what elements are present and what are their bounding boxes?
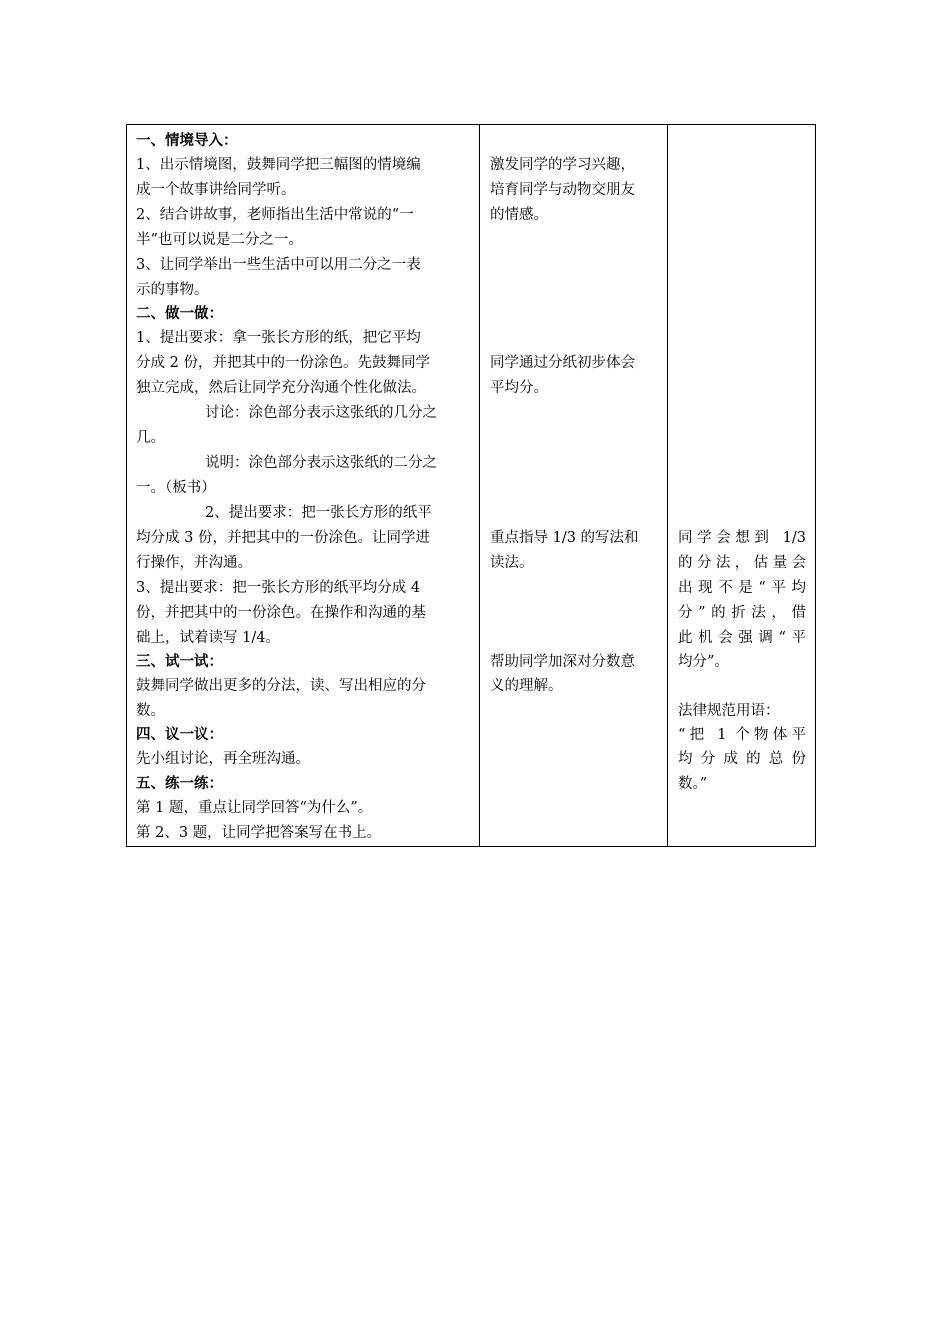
text-line: 示的事物。 (136, 282, 209, 298)
text-line: 法律规范用语： (678, 703, 780, 719)
text-line: 同学会想到 1/3 (678, 530, 806, 546)
text-line: 义的理解。 (490, 678, 563, 694)
text-line: 成一个故事讲给同学听。 (136, 182, 296, 198)
text-line: 1、出示情境图，鼓舞同学把三幅图的情境编 (136, 157, 421, 173)
text-line: 出现不是“平均 (678, 580, 806, 596)
text-line: 1、提出要求：拿一张长方形的纸，把它平均 (136, 330, 421, 346)
text-line: 份，并把其中的一份涂色。在操作和沟通的基 (136, 605, 426, 621)
text-line: 第 1 题，重点让同学回答“为什么”。 (136, 800, 373, 816)
text-line: 同学通过分纸初步体会 (490, 355, 635, 371)
text-line: 均分成的总份 (678, 751, 806, 767)
text-line: 几。 (136, 430, 165, 446)
text-line: 的分法，估量会 (678, 555, 806, 571)
text-line: 的情感。 (490, 207, 548, 223)
text-line: “把 1 个物体平 (678, 727, 806, 743)
text-line: 帮助同学加深对分数意 (490, 654, 635, 670)
section-heading: 四、议一议： (136, 727, 223, 743)
text-line: 数。 (136, 703, 165, 719)
text-line: 3、提出要求：把一张长方形的纸平均分成 4 (136, 580, 421, 596)
text-line: 鼓舞同学做出更多的分法，读、写出相应的分 (136, 678, 426, 694)
text-line: 第 2、3 题，让同学把答案写在书上。 (136, 825, 382, 841)
text-line: 分成 2 份，并把其中的一份涂色。先鼓舞同学 (136, 355, 430, 371)
lesson-plan-table (126, 124, 816, 847)
text-line: 础上，试着读写 1/4。 (136, 630, 280, 646)
notes-column (668, 125, 815, 846)
text-line: 数。” (678, 776, 708, 792)
text-line: 均分成 3 份，并把其中的一份涂色。让同学进 (136, 530, 430, 546)
text-line: 平均分。 (490, 380, 548, 396)
text-line: 3、让同学举出一些生活中可以用二分之一表 (136, 257, 421, 273)
design-intent-column (480, 125, 668, 846)
section-heading: 三、试一试： (136, 654, 223, 670)
text-line: 2、结合讲故事，老师指出生活中常说的“一 (136, 207, 414, 223)
text-line: 讨论：涂色部分表示这张纸的几分之 (205, 405, 437, 421)
section-heading: 一、情境导入： (136, 133, 238, 149)
teaching-process-column (127, 125, 480, 846)
text-line: 说明：涂色部分表示这张纸的二分之 (205, 455, 437, 471)
text-line: 一。（板书） (136, 480, 216, 496)
text-line: 均分”。 (678, 654, 729, 670)
text-line: 行操作，并沟通。 (136, 555, 252, 571)
text-line: 先小组讨论，再全班沟通。 (136, 751, 310, 767)
section-heading: 二、做一做： (136, 306, 223, 322)
text-line: 此机会强调“平 (678, 630, 806, 646)
section-heading: 五、练一练： (136, 776, 223, 792)
text-line: 2、提出要求：把一张长方形的纸平 (205, 505, 432, 521)
text-line: 激发同学的学习兴趣， (490, 157, 635, 173)
text-line: 培育同学与动物交朋友 (490, 182, 635, 198)
text-line: 重点指导 1/3 的写法和 (490, 530, 639, 546)
text-line: 半”也可以说是二分之一。 (136, 232, 303, 248)
text-line: 读法。 (490, 555, 534, 571)
text-line: 独立完成，然后让同学充分沟通个性化做法。 (136, 380, 426, 396)
text-line: 分”的折法，借 (678, 605, 806, 621)
